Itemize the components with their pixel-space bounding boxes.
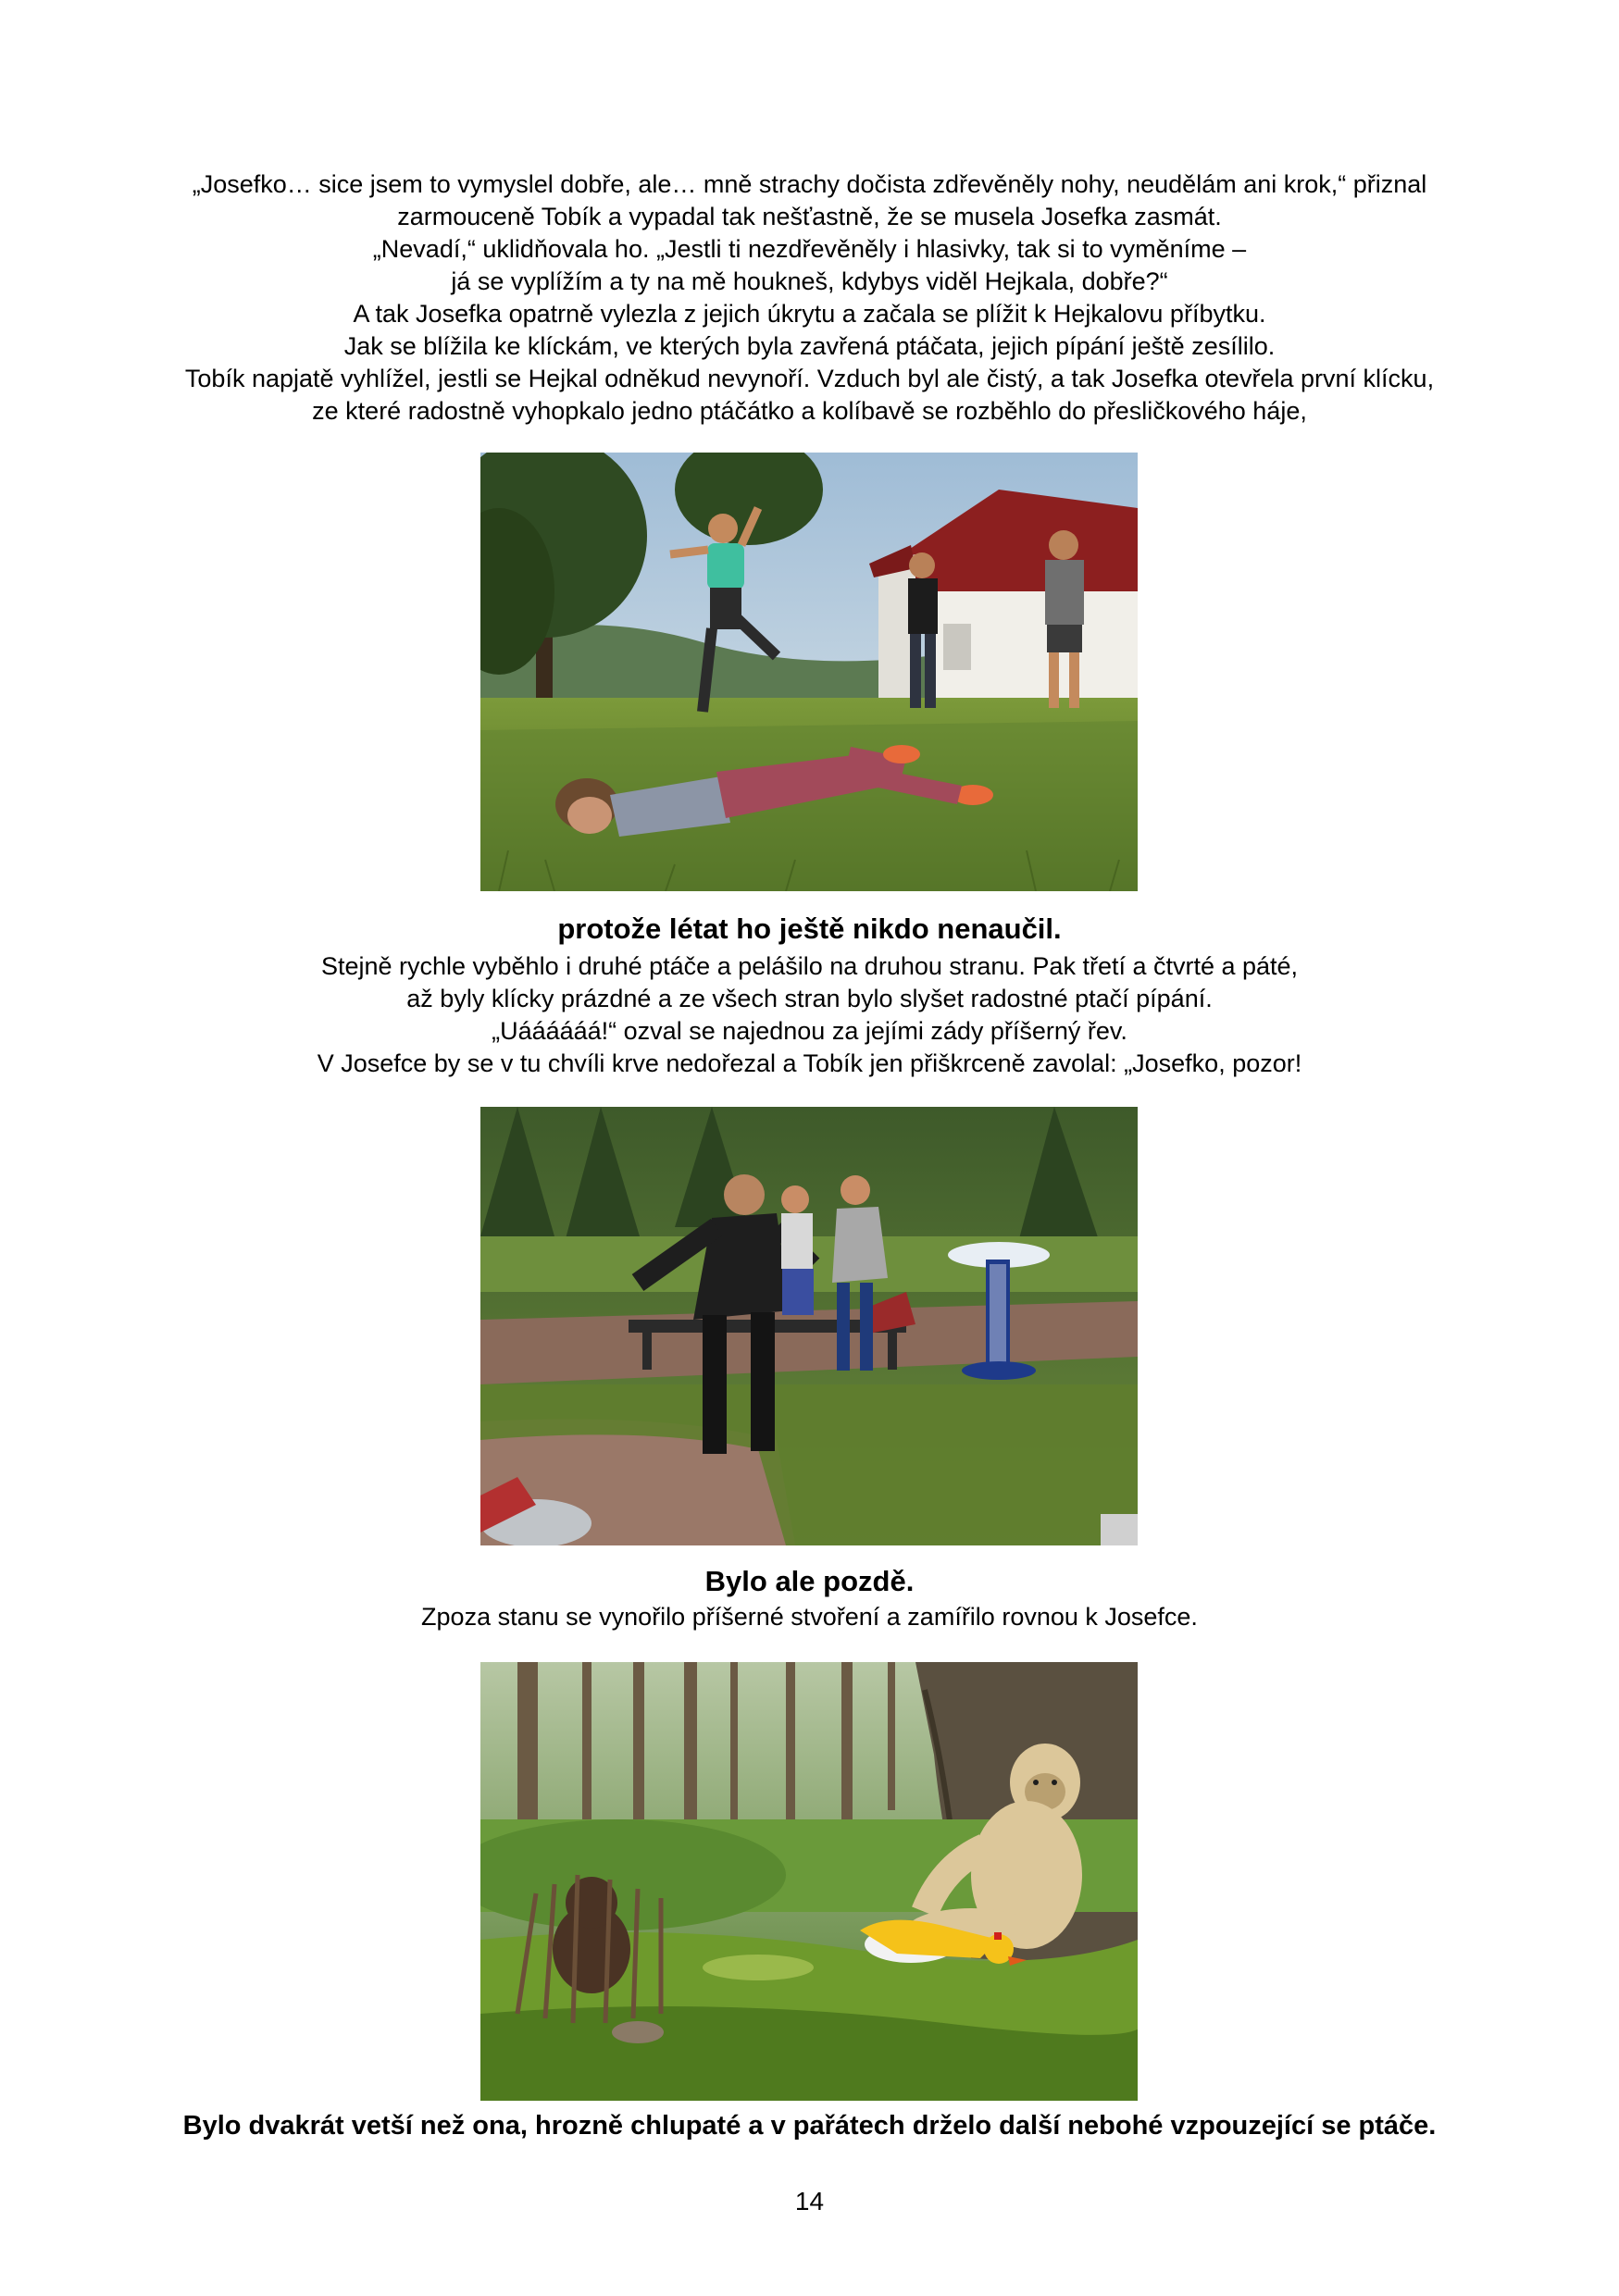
text-line: „Josefko… sice jsem to vymyslel dobře, ale… mně strachy dočista zdřevěněly nohy, neudělám ani krok,“ přiznal (192, 170, 1427, 198)
text-line: Tobík napjatě vyhlížel, jestli se Hejkal odněkud nevynoří. Vzduch byl ale čistý, a tak Josefka otevřela první klícku, (184, 365, 1435, 392)
bold-closing-sentence: Bylo dvakrát vetší než ona, hrozně chlupaté a v pařátech drželo další nebohé vzpouzející se ptáče. (182, 2111, 1437, 2141)
text-line: ze které radostně vyhopkalo jedno ptáčátko a kolíbavě se rozběhlo do přesličkového háje, (312, 397, 1307, 425)
bold-caption-1: protože létat ho ještě nikdo nenaučil. (557, 912, 1062, 945)
text-line: A tak Josefka opatrně vylezla z jejich úkrytu a začala se plížit k Hejkalovu příbytku. (353, 300, 1266, 328)
paragraph-3 (0, 1601, 1619, 1633)
text-line: „Uáááááá!“ ozval se najednou za jejími zády příšerný řev. (492, 1017, 1127, 1045)
photo-forest-toys (480, 1662, 1138, 2101)
text-line: V Josefce by se v tu chvíli krve nedořezal a Tobík jen přiškrceně zavolal: „Josefko, pozor! (317, 1049, 1302, 1077)
text-line: až byly klícky prázdné a ze všech stran bylo slyšet radostné ptačí pípání. (406, 985, 1213, 1012)
text-line: já se vyplížím a ty na mě houkneš, kdybys viděl Hejkala, dobře?“ (451, 267, 1168, 295)
text-line: „Nevadí,“ uklidňovala ho. „Jestli ti nezdřevěněly i hlasivky, tak si to vyměníme – (372, 235, 1247, 263)
paragraph-2 (0, 950, 1619, 1080)
text-line: zarmouceně Tobík a vypadal tak nešťastně, že se musela Josefka zasmát. (397, 203, 1222, 230)
text-line: Zpoza stanu se vynořilo příšerné stvoření a zamířilo rovnou k Josefce. (421, 1603, 1198, 1631)
photo-man-and-girls (480, 1107, 1138, 1545)
paragraph-1 (0, 168, 1619, 428)
text-line: Stejně rychle vyběhlo i druhé ptáče a pelášilo na druhou stranu. Pak třetí a čtvrté a páté, (320, 952, 1299, 980)
text-line: Jak se blížila ke klíckám, ve kterých byla zavřená ptáčata, jejich pípání ještě zesílilo. (343, 332, 1276, 360)
bold-caption-2: Bylo ale pozdě. (704, 1565, 915, 1597)
page-number: 14 (794, 2187, 825, 2215)
photo-children-meadow (480, 453, 1138, 891)
